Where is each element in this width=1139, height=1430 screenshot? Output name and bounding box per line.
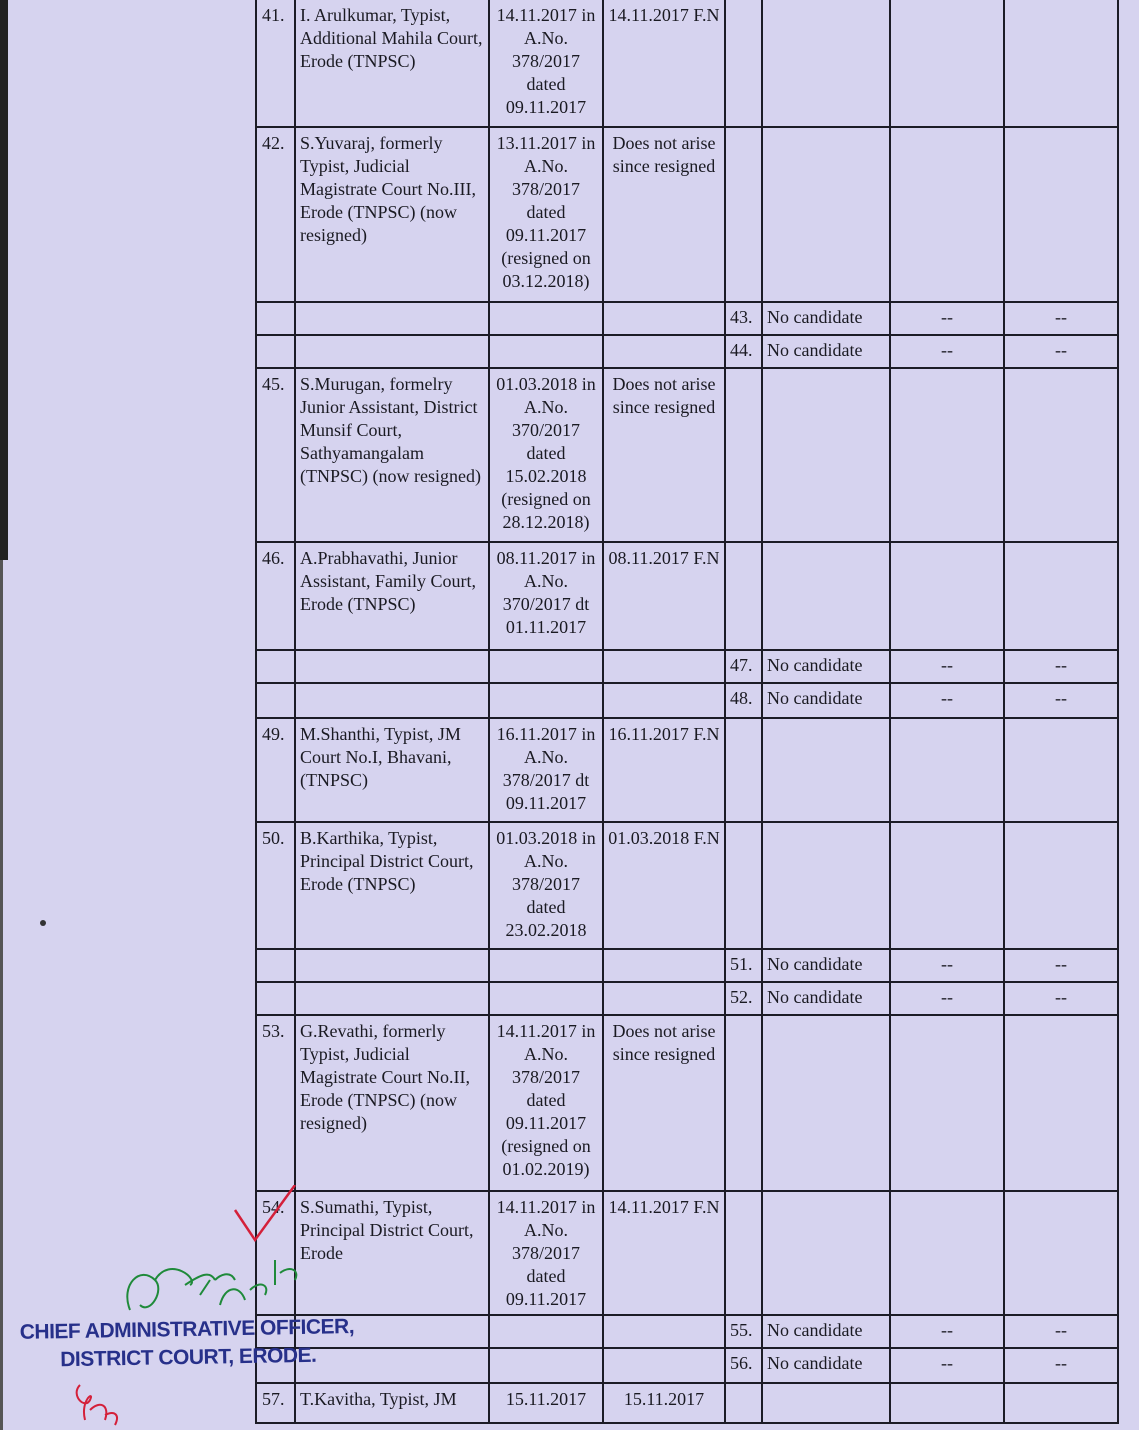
serial-number-cell xyxy=(256,335,295,368)
appointment-order-cell: 16.11.2017 in A.No. 378/2017 dt 09.11.2017 xyxy=(489,718,603,822)
vacancy-number-cell xyxy=(725,1191,762,1315)
scan-edge-shadow xyxy=(0,0,8,560)
employee-name-cell: I. Arulkumar, Typist, Additional Mahila Court, Erode (TNPSC) xyxy=(295,0,489,127)
vacancy-number-cell: 51. xyxy=(725,949,762,982)
joining-date-cell: 08.11.2017 F.N xyxy=(603,542,725,650)
detail-cell-2 xyxy=(1004,1191,1118,1315)
table-row xyxy=(256,1191,1118,1315)
scan-edge-line xyxy=(0,560,3,1430)
detail-cell-2: -- xyxy=(1004,302,1118,335)
appointment-order-cell xyxy=(489,982,603,1015)
employee-name-cell: G.Revathi, formerly Typist, Judicial Magistrate Court No.II, Erode (TNPSC) (now resigned) xyxy=(295,1015,489,1191)
table-row xyxy=(256,368,1118,542)
detail-cell-1 xyxy=(890,1383,1004,1423)
joining-date-cell: Does not arise since resigned xyxy=(603,127,725,302)
detail-cell-2 xyxy=(1004,127,1118,302)
vacancy-number-cell: 43. xyxy=(725,302,762,335)
joining-date-cell: 16.11.2017 F.N xyxy=(603,718,725,822)
candidate-cell xyxy=(762,0,890,127)
serial-number-cell xyxy=(256,302,295,335)
signature-scribbles xyxy=(60,1185,360,1430)
appointment-order-cell xyxy=(489,683,603,718)
detail-cell-2: -- xyxy=(1004,683,1118,718)
vacancy-number-cell xyxy=(725,1383,762,1423)
table-body xyxy=(256,0,1118,1423)
appointment-order-cell: 01.03.2018 in A.No. 370/2017 dated 15.02.2018 (resigned on 28.12.2018) xyxy=(489,368,603,542)
joining-date-cell: 15.11.2017 xyxy=(603,1383,725,1423)
employee-name-cell: M.Shanthi, Typist, JM Court No.I, Bhavani, (TNPSC) xyxy=(295,718,489,822)
employee-name-cell xyxy=(295,302,489,335)
table-row xyxy=(256,127,1118,302)
employee-name-cell xyxy=(295,650,489,683)
detail-cell-1 xyxy=(890,1191,1004,1315)
serial-number-cell: 57. xyxy=(256,1383,295,1423)
detail-cell-2: -- xyxy=(1004,982,1118,1015)
table-row xyxy=(256,335,1118,368)
detail-cell-2: -- xyxy=(1004,1315,1118,1348)
candidate-cell xyxy=(762,1191,890,1315)
joining-date-cell: Does not arise since resigned xyxy=(603,1015,725,1191)
detail-cell-2 xyxy=(1004,368,1118,542)
detail-cell-2 xyxy=(1004,0,1118,127)
detail-cell-1: -- xyxy=(890,683,1004,718)
vacancy-number-cell xyxy=(725,127,762,302)
candidate-cell: No candidate xyxy=(762,1315,890,1348)
vacancy-number-cell: 56. xyxy=(725,1348,762,1383)
detail-cell-2 xyxy=(1004,542,1118,650)
joining-date-cell xyxy=(603,1315,725,1348)
joining-date-cell: Does not arise since resigned xyxy=(603,368,725,542)
detail-cell-2: -- xyxy=(1004,949,1118,982)
table-row xyxy=(256,1315,1118,1348)
vacancy-number-cell: 44. xyxy=(725,335,762,368)
joining-date-cell xyxy=(603,650,725,683)
serial-number-cell xyxy=(256,650,295,683)
detail-cell-2: -- xyxy=(1004,650,1118,683)
serial-number-cell: 45. xyxy=(256,368,295,542)
detail-cell-2: -- xyxy=(1004,1348,1118,1383)
appointment-order-cell xyxy=(489,1315,603,1348)
joining-date-cell: 14.11.2017 F.N xyxy=(603,1191,725,1315)
joining-date-cell xyxy=(603,949,725,982)
employee-name-cell: B.Karthika, Typist, Principal District Court, Erode (TNPSC) xyxy=(295,822,489,949)
serial-number-cell: 54. xyxy=(256,1191,295,1315)
appointment-order-cell xyxy=(489,335,603,368)
appointment-order-cell: 13.11.2017 in A.No. 378/2017 dated 09.11.2017 (resigned on 03.12.2018) xyxy=(489,127,603,302)
candidate-cell: No candidate xyxy=(762,650,890,683)
detail-cell-1 xyxy=(890,0,1004,127)
serial-number-cell: 50. xyxy=(256,822,295,949)
detail-cell-1: -- xyxy=(890,650,1004,683)
joining-date-cell: 14.11.2017 F.N xyxy=(603,0,725,127)
table-row xyxy=(256,982,1118,1015)
detail-cell-1 xyxy=(890,718,1004,822)
serial-number-cell: 46. xyxy=(256,542,295,650)
detail-cell-1 xyxy=(890,822,1004,949)
joining-date-cell: 01.03.2018 F.N xyxy=(603,822,725,949)
candidate-cell xyxy=(762,718,890,822)
table-row xyxy=(256,542,1118,650)
candidate-cell xyxy=(762,368,890,542)
vacancy-number-cell xyxy=(725,1015,762,1191)
vacancy-number-cell xyxy=(725,368,762,542)
appointment-order-cell xyxy=(489,1348,603,1383)
vacancy-number-cell xyxy=(725,542,762,650)
appointment-order-cell: 15.11.2017 xyxy=(489,1383,603,1423)
detail-cell-1 xyxy=(890,542,1004,650)
vacancy-number-cell xyxy=(725,718,762,822)
joining-date-cell xyxy=(603,683,725,718)
appointments-table xyxy=(255,0,1119,1424)
joining-date-cell xyxy=(603,1348,725,1383)
candidate-cell: No candidate xyxy=(762,302,890,335)
serial-number-cell xyxy=(256,982,295,1015)
table-row xyxy=(256,1348,1118,1383)
appointment-order-cell xyxy=(489,650,603,683)
scan-speck xyxy=(40,920,46,926)
employee-name-cell: S.Yuvaraj, formerly Typist, Judicial Magistrate Court No.III, Erode (TNPSC) (now resigned) xyxy=(295,127,489,302)
detail-cell-2 xyxy=(1004,1383,1118,1423)
joining-date-cell xyxy=(603,982,725,1015)
detail-cell-1: -- xyxy=(890,1348,1004,1383)
candidate-cell xyxy=(762,127,890,302)
stamp-line-2: DISTRICT COURT, ERODE. xyxy=(60,1343,317,1372)
joining-date-cell xyxy=(603,335,725,368)
appointment-order-cell: 08.11.2017 in A.No. 370/2017 dt 01.11.2017 xyxy=(489,542,603,650)
candidate-cell: No candidate xyxy=(762,683,890,718)
detail-cell-1 xyxy=(890,368,1004,542)
detail-cell-1: -- xyxy=(890,982,1004,1015)
table-row xyxy=(256,1383,1118,1423)
appointment-order-cell xyxy=(489,302,603,335)
detail-cell-1 xyxy=(890,1015,1004,1191)
detail-cell-1 xyxy=(890,127,1004,302)
stamp-line-1: CHIEF ADMINISTRATIVE OFFICER, xyxy=(19,1315,355,1344)
vacancy-number-cell xyxy=(725,0,762,127)
vacancy-number-cell: 55. xyxy=(725,1315,762,1348)
candidate-cell: No candidate xyxy=(762,982,890,1015)
employee-name-cell xyxy=(295,982,489,1015)
appointment-order-cell: 14.11.2017 in A.No. 378/2017 dated 09.11.2017 xyxy=(489,1191,603,1315)
employee-name-cell: T.Kavitha, Typist, JM xyxy=(295,1383,489,1423)
joining-date-cell xyxy=(603,302,725,335)
detail-cell-2 xyxy=(1004,718,1118,822)
employee-name-cell xyxy=(295,335,489,368)
vacancy-number-cell: 48. xyxy=(725,683,762,718)
official-stamp xyxy=(20,1313,355,1375)
candidate-cell xyxy=(762,1015,890,1191)
vacancy-number-cell: 47. xyxy=(725,650,762,683)
detail-cell-2 xyxy=(1004,1015,1118,1191)
appointment-order-cell: 14.11.2017 in A.No. 378/2017 dated 09.11.2017 xyxy=(489,0,603,127)
candidate-cell xyxy=(762,1383,890,1423)
candidate-cell: No candidate xyxy=(762,1348,890,1383)
serial-number-cell: 42. xyxy=(256,127,295,302)
table-row xyxy=(256,650,1118,683)
detail-cell-2: -- xyxy=(1004,335,1118,368)
table-row xyxy=(256,0,1118,127)
table-row xyxy=(256,1015,1118,1191)
employee-name-cell: S.Sumathi, Typist, Principal District Court, Erode xyxy=(295,1191,489,1315)
appointment-order-cell: 01.03.2018 in A.No. 378/2017 dated 23.02.2018 xyxy=(489,822,603,949)
employee-name-cell: A.Prabhavathi, Junior Assistant, Family Court, Erode (TNPSC) xyxy=(295,542,489,650)
appointment-order-cell xyxy=(489,949,603,982)
detail-cell-1: -- xyxy=(890,335,1004,368)
vacancy-number-cell: 52. xyxy=(725,982,762,1015)
candidate-cell: No candidate xyxy=(762,335,890,368)
table-row xyxy=(256,949,1118,982)
serial-number-cell xyxy=(256,949,295,982)
detail-cell-1: -- xyxy=(890,302,1004,335)
table-row xyxy=(256,302,1118,335)
serial-number-cell: 53. xyxy=(256,1015,295,1191)
serial-number-cell xyxy=(256,683,295,718)
candidate-cell xyxy=(762,822,890,949)
table-row xyxy=(256,822,1118,949)
appointment-order-cell: 14.11.2017 in A.No. 378/2017 dated 09.11.2017 (resigned on 01.02.2019) xyxy=(489,1015,603,1191)
employee-name-cell xyxy=(295,949,489,982)
employee-name-cell: S.Murugan, formelry Junior Assistant, District Munsif Court, Sathyamangalam (TNPSC) (now resigned) xyxy=(295,368,489,542)
detail-cell-1: -- xyxy=(890,949,1004,982)
serial-number-cell: 41. xyxy=(256,0,295,127)
table-row xyxy=(256,718,1118,822)
employee-name-cell xyxy=(295,683,489,718)
detail-cell-2 xyxy=(1004,822,1118,949)
candidate-cell xyxy=(762,542,890,650)
vacancy-number-cell xyxy=(725,822,762,949)
table-row xyxy=(256,683,1118,718)
detail-cell-1: -- xyxy=(890,1315,1004,1348)
candidate-cell: No candidate xyxy=(762,949,890,982)
serial-number-cell: 49. xyxy=(256,718,295,822)
